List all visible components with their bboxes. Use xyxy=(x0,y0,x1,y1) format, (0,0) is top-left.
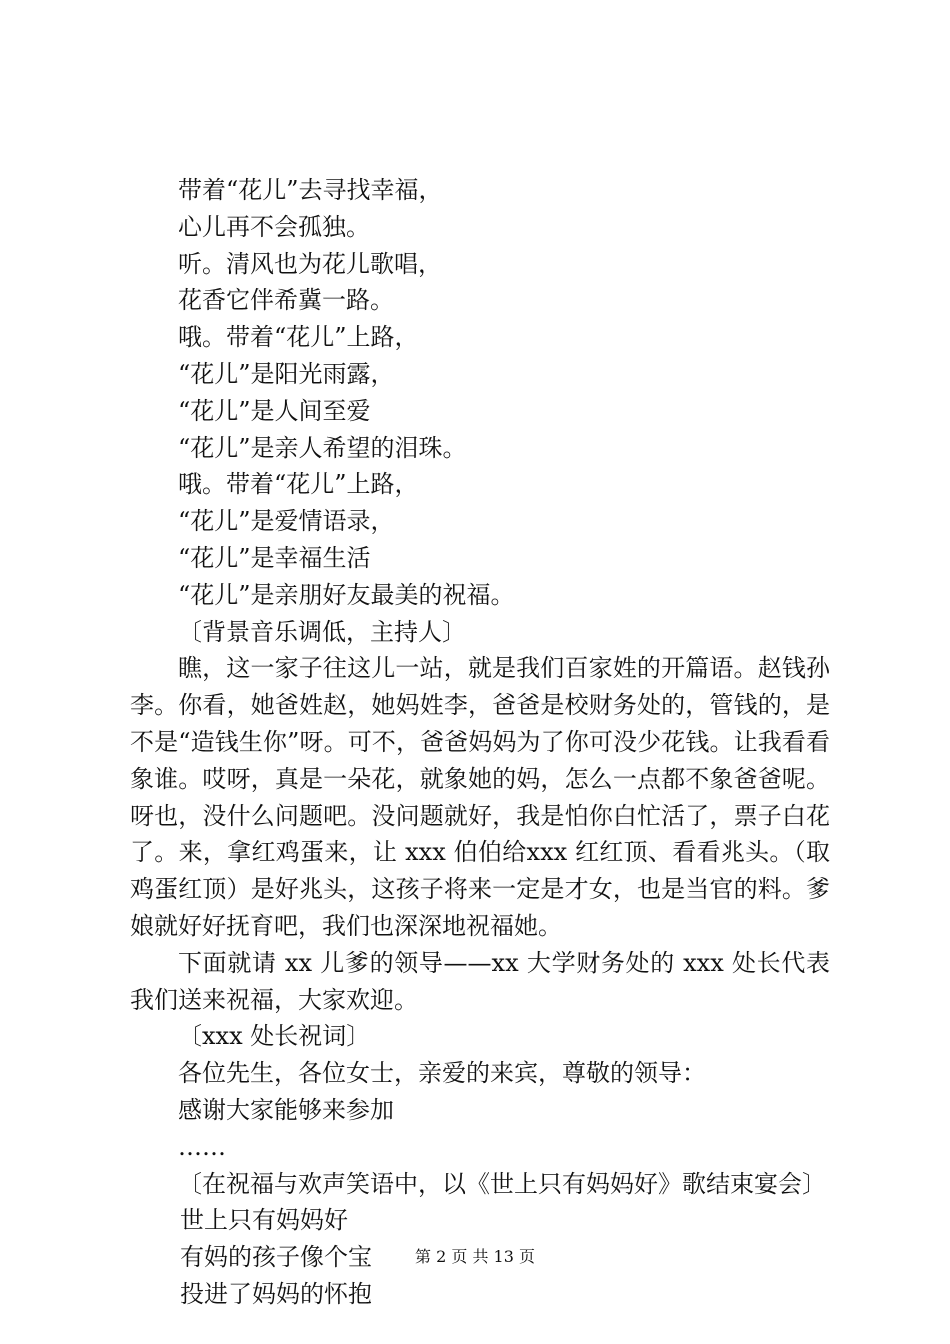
page-footer: 第 2 页 共 13 页 xyxy=(415,1247,535,1266)
poem-line: “花儿”是人间至爱 xyxy=(178,396,371,425)
poem-line: “花儿”是阳光雨露， xyxy=(178,359,395,388)
poem-line: “花儿”是亲人希望的泪珠。 xyxy=(178,433,467,462)
thanks-line: 感谢大家能够来参加 xyxy=(178,1095,394,1124)
poem-line: 带着“花儿”去寻找幸福， xyxy=(178,176,443,204)
ellipsis-line: …… xyxy=(178,1132,226,1161)
document-body xyxy=(130,172,830,1313)
poem-line: 哦。带着“花儿”上路， xyxy=(178,323,419,352)
poem-line: 哦。带着“花儿”上路， xyxy=(178,470,419,499)
poem-line: “花儿”是爱情语录， xyxy=(178,507,395,536)
stage-direction-paragraph: 〔在祝福与欢声笑语中，以《世上只有妈妈好》歌结束宴会〕 xyxy=(178,1169,826,1198)
stage-direction: 〔背景音乐调低，主持人〕 xyxy=(178,617,466,646)
poem-line: 心儿再不会孤独。 xyxy=(178,212,370,241)
greeting-line: 各位先生，各位女士，亲爱的来宾，尊敬的领导： xyxy=(178,1059,706,1088)
song-line: 投进了妈妈的怀抱 xyxy=(180,1279,372,1308)
poem-line: “花儿”是亲朋好友最美的祝福。 xyxy=(178,580,515,609)
invite-paragraph: 下面就请 xx 儿爹的领导——xx 大学财务处的 xxx 处长代表我们送来祝福，大家欢迎。 xyxy=(130,948,830,1014)
poem-line: 听。清风也为花儿歌唱， xyxy=(178,249,442,278)
poem-line: 花香它伴希冀一路。 xyxy=(178,286,394,315)
poem-line: “花儿”是幸福生活 xyxy=(178,543,371,572)
song-line: 有妈的孩子像个宝 xyxy=(180,1243,372,1272)
stage-direction: 〔xxx 处长祝词〕 xyxy=(178,1022,371,1051)
host-speech-paragraph: 瞧，这一家子往这儿一站，就是我们百家姓的开篇语。赵钱孙李。你看，她爸姓赵，她妈姓李，爸爸是校财务处的，管钱的，是不是“造钱生你”呀。可不，爸爸妈妈为了你可没少花钱。让我看看象谁。哎呀，真是一朵花，就象她的妈，怎么一点都不象爸爸呢。呀也，没什么问题吧。没问题就好，我是怕你白忙活了，票子白花了。来，拿红鸡蛋来，让 xxx 伯伯给xxx 红红顶、看看兆头。（取鸡蛋红顶）是好兆头，这孩子将来一定是才女，也是当官的料。爹娘就好好抚育吧，我们也深深地祝福她。 xyxy=(130,654,830,940)
song-line: 世上只有妈妈好 xyxy=(180,1206,348,1235)
